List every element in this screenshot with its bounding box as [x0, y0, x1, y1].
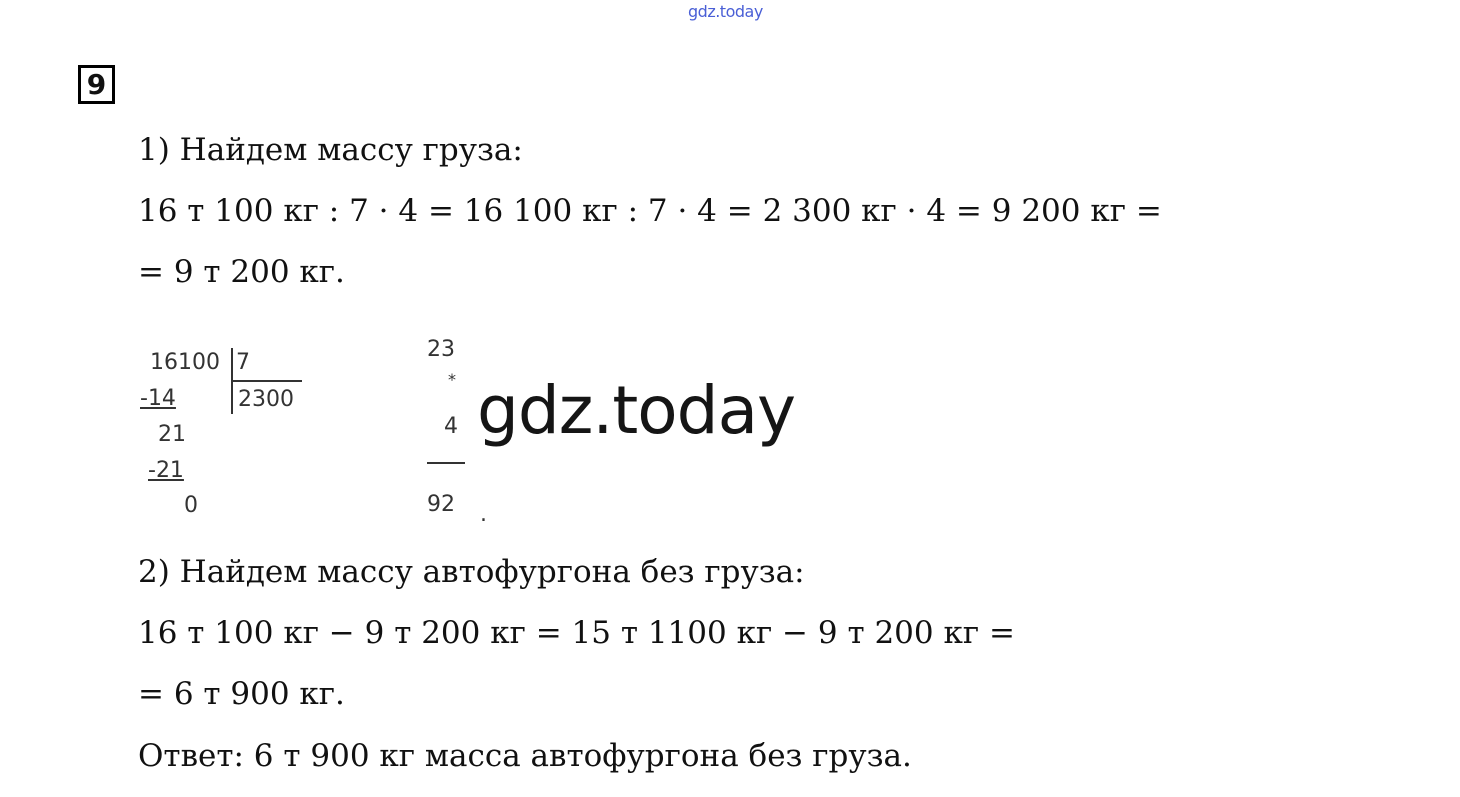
division-quotient: 2300 — [238, 387, 294, 412]
division-divisor: 7 — [236, 350, 250, 375]
division-dividend: 16100 — [150, 350, 220, 375]
multiplication-sign: * — [448, 370, 456, 389]
step2-expression: 16 т 100 кг − 9 т 200 кг = 15 т 1100 кг − 9 т 200 кг = — [138, 615, 1015, 651]
step1-heading: 1) Найдем массу груза: — [138, 132, 523, 168]
division-result: 0 — [184, 493, 198, 518]
division-subtrahend-1: -14 — [140, 386, 176, 411]
answer-line: Ответ: 6 т 900 кг масса автофургона без груза. — [138, 738, 912, 774]
multiplication-rule — [427, 462, 465, 464]
division-subtrahend-2: -21 — [148, 458, 184, 483]
task-number-box: 9 — [78, 65, 115, 104]
division-horizontal-rule — [232, 380, 302, 382]
step1-expression: 16 т 100 кг : 7 · 4 = 16 100 кг : 7 · 4 = 2 300 кг · 4 = 9 200 кг = — [138, 193, 1162, 229]
division-remainder-1: 21 — [158, 422, 186, 447]
step2-heading: 2) Найдем массу автофургона без груза: — [138, 554, 805, 590]
multiplication-dot: . — [480, 502, 487, 527]
multiplication-result: 92 — [427, 492, 455, 517]
step2-result: = 6 т 900 кг. — [138, 676, 345, 712]
step1-result: = 9 т 200 кг. — [138, 254, 345, 290]
top-watermark: gdz.today — [688, 2, 763, 21]
multiplication-factor: 4 — [444, 414, 458, 439]
center-watermark: gdz.today — [477, 372, 796, 449]
multiplication-top: 23 — [427, 337, 455, 362]
